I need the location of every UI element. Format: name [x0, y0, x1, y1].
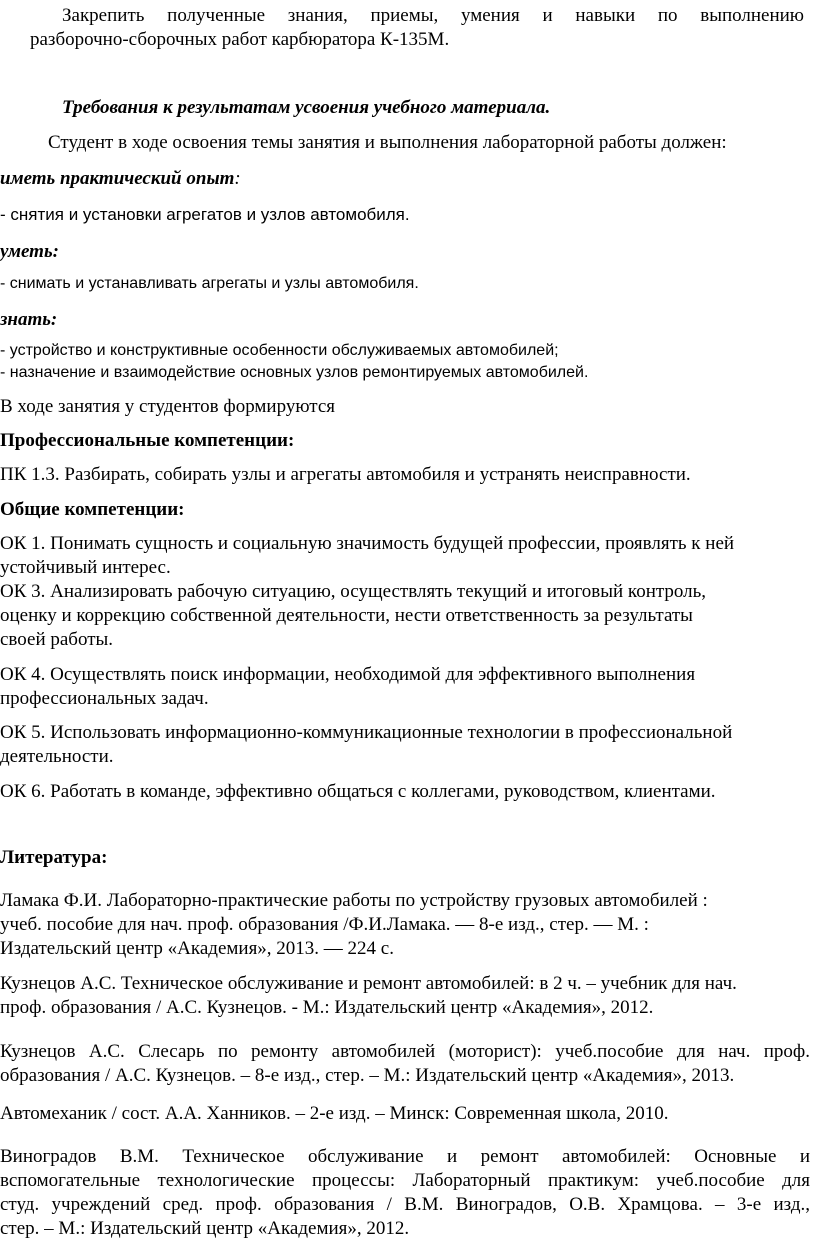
knowledge-item: - устройство и конструктивные особенности обслуживаемых автомобилей;: [0, 342, 559, 359]
ok1-paragraph: [0, 532, 734, 580]
ok3-line: своей работы.: [0, 629, 114, 650]
ref2-line: Кузнецов А.С. Техническое обслуживание и ремонт автомобилей: в 2 ч. – учебник для нач.: [0, 973, 737, 994]
literature-ref-3: [0, 1040, 810, 1088]
knowledge-heading: знать:: [0, 309, 58, 330]
student-line: Студент в ходе освоения темы занятия и выполнения лабораторной работы должен:: [48, 132, 727, 153]
ok1-line: ОК 1. Понимать сущность и социальную значимость будущей профессии, проявлять к ней: [0, 533, 735, 554]
ref2-line: проф. образования / А.С. Кузнецов. - М.: Издательский центр «Академия», 2012.: [0, 997, 654, 1018]
skills-heading: уметь:: [0, 241, 59, 262]
experience-item: - снятия и установки агрегатов и узлов автомобиля.: [0, 205, 410, 224]
literature-ref-5: [0, 1145, 810, 1241]
ref5-line: стер. – М.: Издательский центр «Академия», 2012.: [0, 1218, 410, 1239]
ok5-line: ОК 5. Использовать информационно-коммуникационные технологии в профессиональной: [0, 722, 733, 743]
professional-heading: Профессиональные компетенции:: [0, 430, 295, 451]
literature-ref-4: Автомеханик / сост. А.А. Ханников. – 2-е изд. – Минск: Современная школа, 2010.: [0, 1103, 669, 1124]
knowledge-item: - назначение и взаимодействие основных узлов ремонтируемых автомобилей.: [0, 364, 589, 381]
ok4-line: ОК 4. Осуществлять поиск информации, необходимой для эффективного выполнения: [0, 664, 696, 685]
literature-ref-1: [0, 889, 708, 961]
professional-item: ПК 1.3. Разбирать, собирать узлы и агрегаты автомобиля и устранять неисправности.: [0, 464, 691, 485]
ok3-line: ОК 3. Анализировать рабочую ситуацию, осуществлять текущий и итоговый контроль,: [0, 581, 707, 602]
ref5-line: Виноградов В.М. Техническое обслуживание и ремонт автомобилей: Основные и: [0, 1146, 810, 1167]
experience-colon: :: [234, 168, 241, 189]
literature-heading: Литература:: [0, 847, 108, 868]
requirements-heading: Требования к результатам усвоения учебного материала.: [62, 97, 551, 118]
experience-heading-row: [0, 167, 241, 191]
knowledge-list: [0, 340, 588, 384]
ref5-line: вспомогательные технологические процессы: Лабораторный практикум: учеб.пособие для: [0, 1170, 810, 1191]
ok3-line: оценку и коррекцию собственной деятельности, нести ответственность за результаты: [0, 605, 693, 626]
experience-heading: иметь практический опыт: [0, 168, 235, 189]
ok4-paragraph: [0, 663, 695, 711]
literature-ref-2: [0, 972, 737, 1020]
intro-paragraph: [0, 4, 804, 52]
ok4-line: профессиональных задач.: [0, 688, 209, 709]
ok6-paragraph: ОК 6. Работать в команде, эффективно общаться с коллегами, руководством, клиентами.: [0, 781, 716, 802]
ref1-line: Ламака Ф.И. Лабораторно-практические работы по устройству грузовых автомобилей :: [0, 890, 708, 911]
skills-item: - снимать и устанавливать агрегаты и узлы автомобиля.: [0, 275, 419, 292]
ok5-line: деятельности.: [0, 746, 114, 767]
general-heading: Общие компетенции:: [0, 499, 185, 520]
ref1-line: учеб. пособие для нач. проф. образования /Ф.И.Ламака. — 8-е изд., стер. — М. :: [0, 914, 649, 935]
intro-line-1: Закрепить полученные знания, приемы, умения и навыки по выполнению: [62, 5, 804, 26]
ok3-paragraph: [0, 580, 706, 652]
ok5-paragraph: [0, 721, 732, 769]
formed-line: В ходе занятия у студентов формируются: [0, 396, 336, 417]
ref1-line: Издательский центр «Академия», 2013. — 224 с.: [0, 938, 394, 959]
ref3-line: Кузнецов А.С. Слесарь по ремонту автомобилей (моторист): учеб.пособие для нач. проф.: [0, 1041, 810, 1062]
ref5-line: студ. учреждений сред. проф. образования / В.М. Виноградов, О.В. Храмцова. – 3-е изд.,: [0, 1194, 810, 1215]
ok1-line: устойчивый интерес.: [0, 557, 171, 578]
ref3-line: образования / А.С. Кузнецов. – 8-е изд., стер. – М.: Издательский центр «Академия», 2013.: [0, 1065, 735, 1086]
intro-line-2: разборочно-сборочных работ карбюратора К-135М.: [30, 29, 450, 50]
